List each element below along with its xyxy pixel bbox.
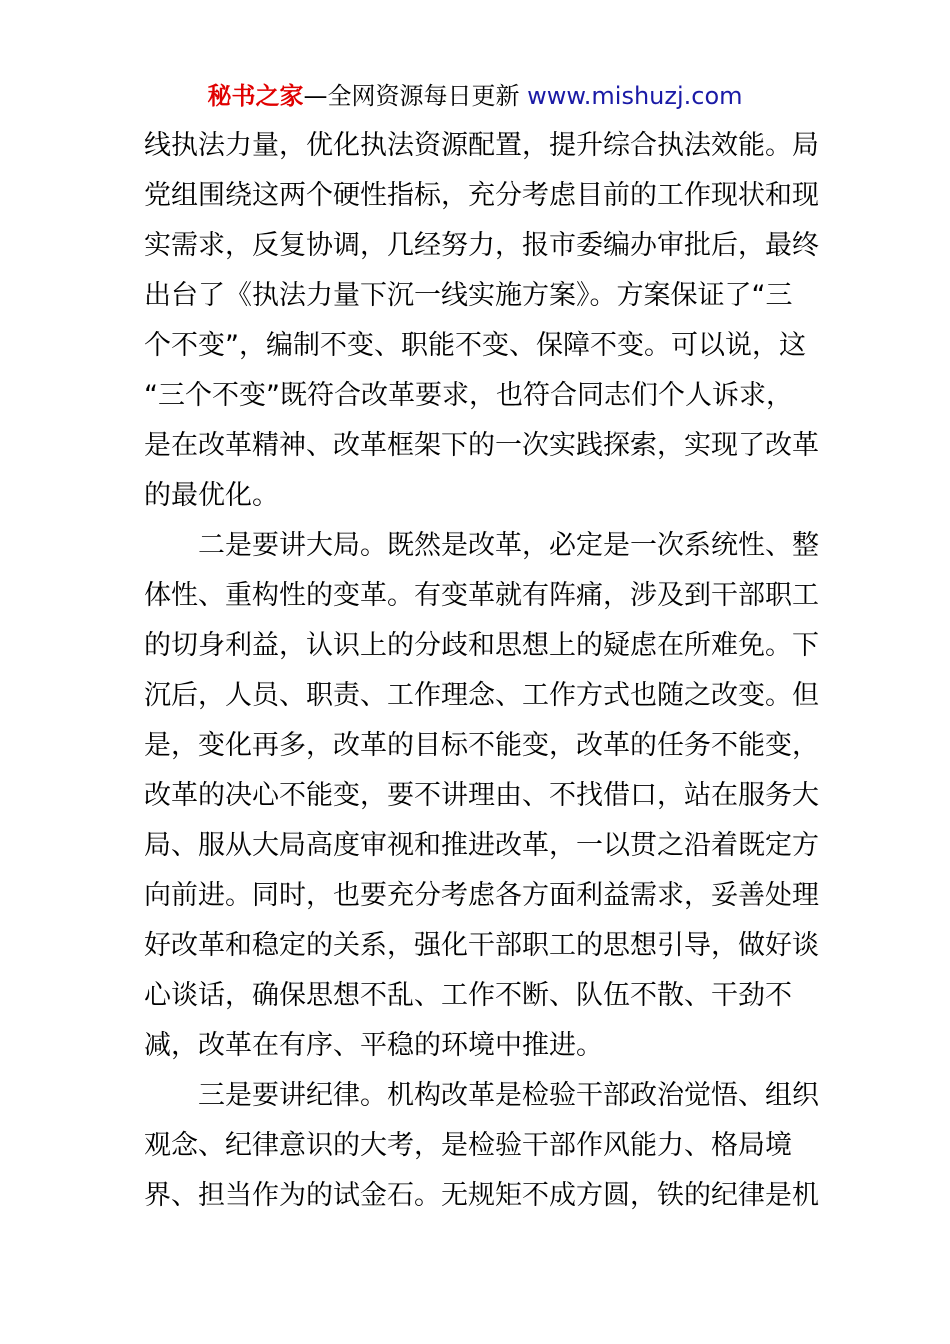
document-body [144,121,819,1221]
text-line: 向前进。同时，也要充分考虑各方面利益需求，妥善处理 [144,880,819,911]
site-url-link[interactable]: www.mishuzj.com [527,82,743,110]
text-line: 观念、纪律意识的大考，是检验干部作风能力、格局境 [144,1130,792,1161]
paragraph-start-line: 三是要讲纪律。机构改革是检验干部政治觉悟、组织 [144,1080,819,1111]
text-line: 局、服从大局高度审视和推进改革，一以贯之沿着既定方 [144,830,819,861]
text-line: “三个不变”既符合改革要求，也符合同志们个人诉求， [144,380,793,411]
text-line: 个不变”，编制不变、职能不变、保障不变。可以说，这 [144,330,806,361]
text-line: 党组围绕这两个硬性指标，充分考虑目前的工作现状和现 [144,180,819,211]
text-line: 改革的决心不能变，要不讲理由、不找借口，站在服务大 [144,780,819,811]
text-line: 界、担当作为的试金石。无规矩不成方圆，铁的纪律是机 [144,1180,819,1211]
site-brand: 秘书之家 [207,82,304,110]
text-line: 是在改革精神、改革框架下的一次实践探索，实现了改革 [144,430,819,461]
text-line: 线执法力量，优化执法资源配置，提升综合执法效能。局 [144,130,819,161]
text-line: 沉后，人员、职责、工作理念、工作方式也随之改变。但 [144,680,819,711]
text-line: 是，变化再多，改革的目标不能变，改革的任务不能变， [144,730,819,761]
site-header [0,80,950,112]
text-line: 减，改革在有序、平稳的环境中推进。 [144,1030,603,1061]
text-line: 体性、重构性的变革。有变革就有阵痛，涉及到干部职工 [144,580,819,611]
text-line: 的切身利益，认识上的分歧和思想上的疑虑在所难免。下 [144,630,819,661]
text-line: 心谈话，确保思想不乱、工作不断、队伍不散、干劲不 [144,980,792,1011]
text-line: 出台了《执法力量下沉一线实施方案》。方案保证了“三 [144,280,793,311]
text-line: 好改革和稳定的关系，强化干部职工的思想引导，做好谈 [144,930,819,961]
site-tagline: —全网资源每日更新 [303,82,528,110]
text-line: 实需求，反复协调，几经努力，报市委编办审批后，最终 [144,230,819,261]
paragraph-start-line: 二是要讲大局。既然是改革，必定是一次系统性、整 [144,530,819,561]
text-line: 的最优化。 [144,480,279,511]
